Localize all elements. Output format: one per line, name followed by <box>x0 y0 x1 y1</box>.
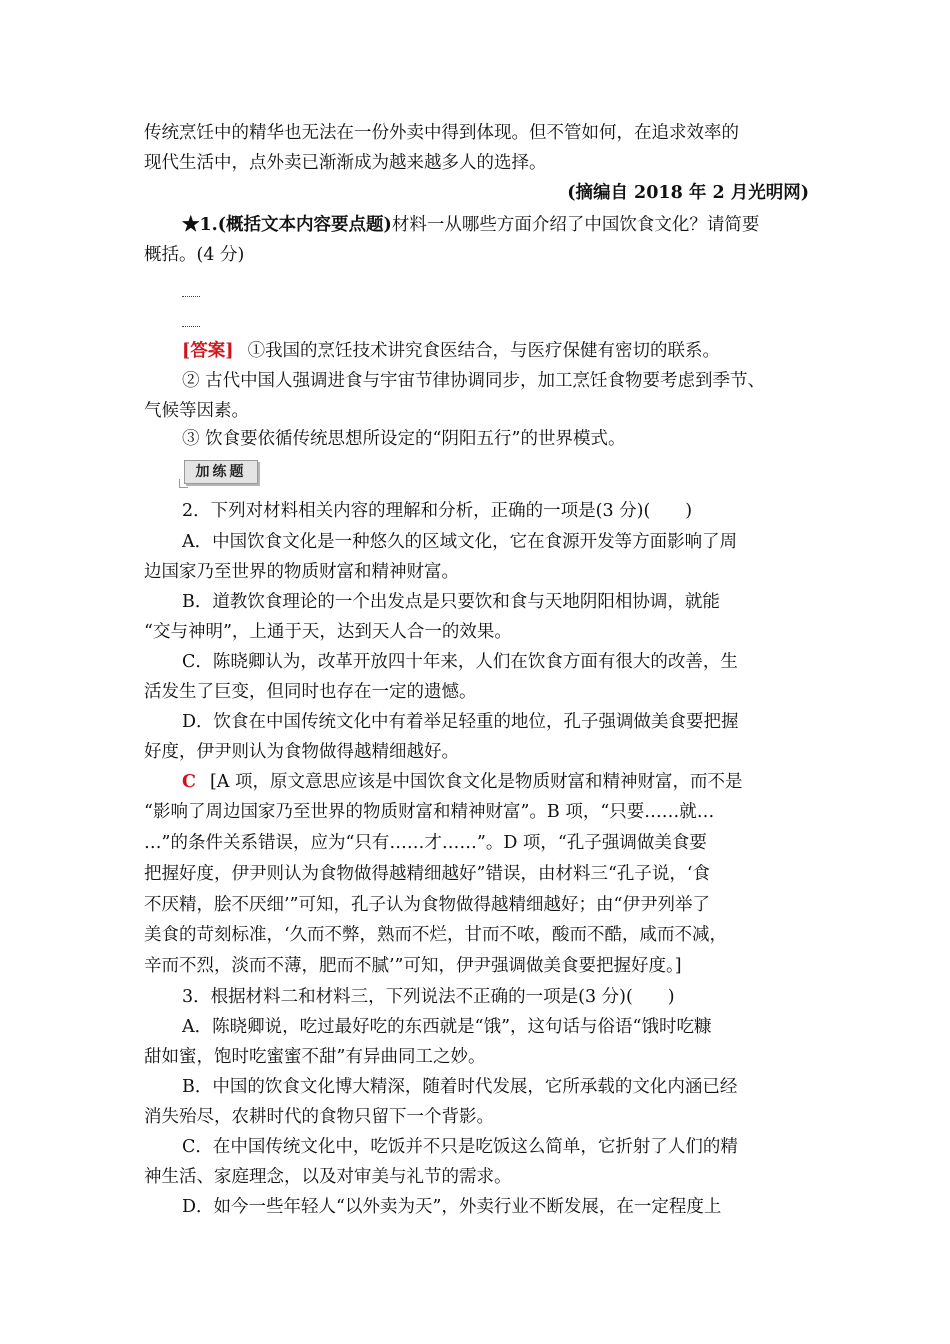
question-1-answer <box>182 336 812 366</box>
question-3-option-a: A．陈晓卿说，吃过最好吃的东西就是“饿”，这句话与俗语“饿时吃糠 <box>182 1017 712 1037</box>
passage-source: (摘编自 2018 年 2 月光明网) <box>567 183 809 203</box>
answer-blank <box>182 326 200 327</box>
question-1-text: 材料一从哪些方面介绍了中国饮食文化？请简要 <box>391 215 760 235</box>
question-3-option-c: C．在中国传统文化中，吃饭并不只是吃饭这么简单，它折射了人们的精 <box>182 1137 738 1157</box>
question-2-option-b-cont: “交与神明”，上通于天，达到天人合一的效果。 <box>144 622 512 642</box>
question-3-option-b-cont: 消失殆尽，农耕时代的食物只留下一个背影。 <box>144 1107 494 1127</box>
question-2-option-d-cont: 好度，伊尹则认为食物做得越精细越好。 <box>144 742 459 762</box>
question-2-option-d: D．饮食在中国传统文化中有着举足轻重的地位，孔子强调做美食要把握 <box>182 712 739 732</box>
answer-label: [答案] <box>182 341 234 361</box>
answer-point-2: ② 古代中国人强调进食与宇宙节律协调同步，加工烹饪食物要考虑到季节、 <box>182 371 766 391</box>
explanation-line: [A 项，原文意思应该是中国饮食文化是物质财富和精神财富，而不是 <box>209 772 743 792</box>
question-2-explanation <box>182 767 812 797</box>
answer-blank <box>182 296 200 297</box>
answer-point-3: ③ 饮食要依循传统思想所设定的“阴阳五行”的世界模式。 <box>182 429 626 449</box>
question-2-option-a-cont: 边国家乃至世界的物质财富和精神财富。 <box>144 562 459 582</box>
explanation-line: 辛而不烈，淡而不薄，肥而不腻’”可知，伊尹强调做美食要把握好度。] <box>144 956 682 976</box>
question-2-stem: 2．下列对材料相关内容的理解和分析，正确的一项是(3 分)( ) <box>182 501 693 521</box>
question-2-option-a: A．中国饮食文化是一种悠久的区域文化，它在食源开发等方面影响了周 <box>182 532 738 552</box>
question-3-option-c-cont: 神生活、家庭理念，以及对审美与礼节的需求。 <box>144 1167 512 1187</box>
question-2-option-c: C．陈晓卿认为，改革开放四十年来，人们在饮食方面有很大的改善，生 <box>182 652 738 672</box>
explanation-line: 把握好度，伊尹则认为食物做得越精细越好”错误，由材料三“孔子说，‘食 <box>144 864 710 884</box>
question-3-option-a-cont: 甜如蜜，饱时吃蜜蜜不甜”有异曲同工之妙。 <box>144 1047 486 1067</box>
question-2-option-c-cont: 活发生了巨变，但同时也存在一定的遗憾。 <box>144 682 477 702</box>
question-1-type: ★1.(概括文本内容要点题) <box>182 215 392 235</box>
question-1-stem-cont: 概括。(4 分) <box>144 245 245 265</box>
extra-practice-tag: 加练题 <box>184 460 258 484</box>
question-1-stem <box>182 210 812 240</box>
question-3-option-b: B．中国的饮食文化博大精深，随着时代发展，它所承载的文化内涵已经 <box>182 1077 738 1097</box>
explanation-line: 不厌精，脍不厌细’”可知，孔子认为食物做得越精细越好；由“伊尹列举了 <box>144 895 710 915</box>
question-3-option-d: D．如今一些年轻人“以外卖为天”，外卖行业不断发展，在一定程度上 <box>182 1197 722 1217</box>
answer-letter: C <box>182 772 196 792</box>
passage-line: 传统烹饪中的精华也无法在一份外卖中得到体现。但不管如何，在追求效率的 <box>144 123 739 143</box>
passage-line: 现代生活中，点外卖已渐渐成为越来越多人的选择。 <box>144 153 547 173</box>
answer-point-2-cont: 气候等因素。 <box>144 401 249 421</box>
question-3-stem: 3．根据材料二和材料三，下列说法不正确的一项是(3 分)( ) <box>182 987 675 1007</box>
answer-point-1: ①我国的烹饪技术讲究食医结合，与医疗保健有密切的联系。 <box>247 341 721 361</box>
explanation-line: …”的条件关系错误，应为“只有……才……”。D 项，“孔子强调做美食要 <box>144 833 707 853</box>
question-2-option-b: B．道教饮食理论的一个出发点是只要饮和食与天地阴阳相协调，就能 <box>182 592 720 612</box>
explanation-line: “影响了周边国家乃至世界的物质财富和精神财富”。B 项，“只要……就… <box>144 802 715 822</box>
explanation-line: 美食的苛刻标准，‘久而不弊，熟而不烂，甘而不哝，酸而不酷，咸而不减， <box>144 925 728 945</box>
